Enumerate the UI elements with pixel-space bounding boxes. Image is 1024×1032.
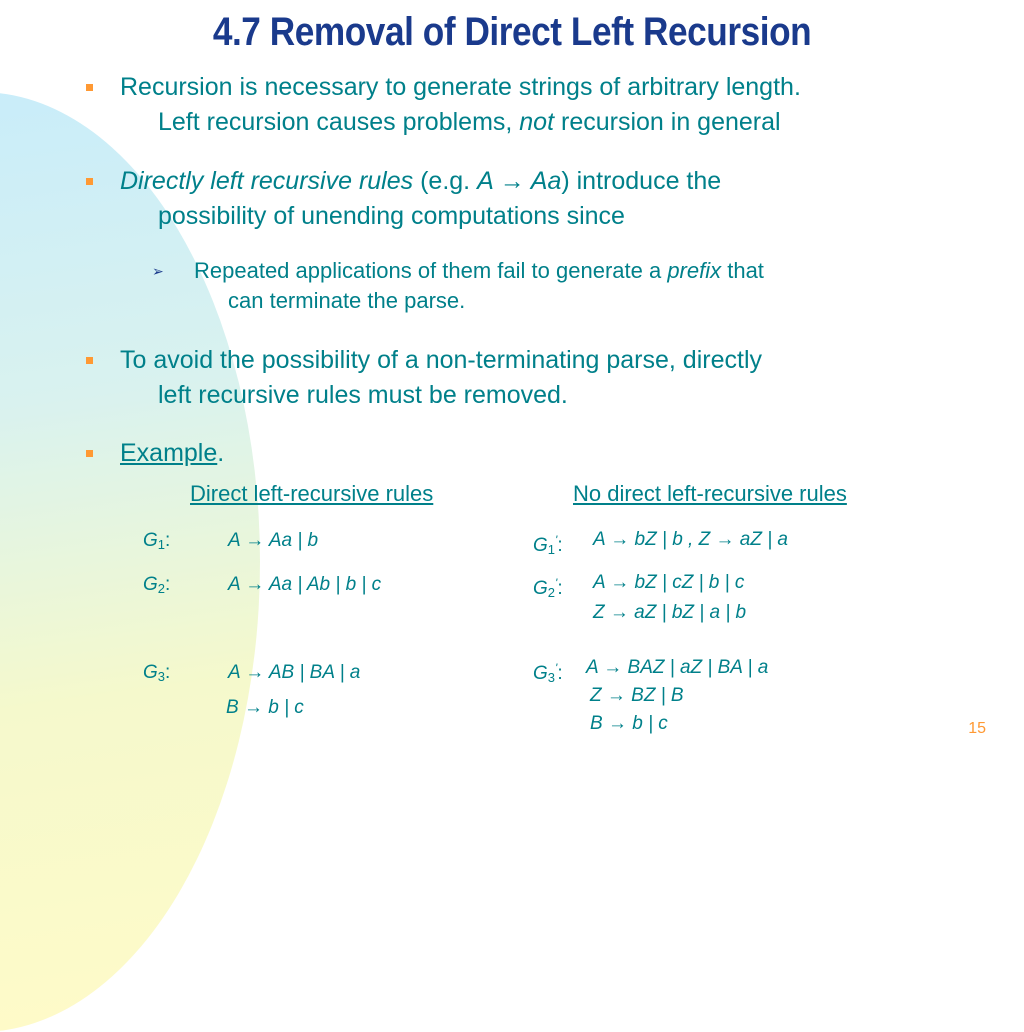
grammar-left-g1-rule: A → Aa | b	[228, 530, 319, 551]
grammar-letter: G	[533, 663, 548, 684]
grammar-subscript: 2	[157, 581, 166, 596]
text-fragment: ) introduce the	[561, 167, 722, 195]
grammar-left-g1	[143, 530, 170, 556]
emphasis-text: Directly left recursive rules	[120, 167, 414, 195]
bullet-avoid-nonterminating	[86, 343, 762, 413]
bullet-square-icon	[86, 178, 93, 185]
colon: :	[165, 530, 171, 551]
colon: :	[557, 578, 563, 599]
sub-bullet-text	[194, 258, 764, 283]
text-fragment: .	[217, 439, 225, 467]
prime-mark: '	[555, 576, 558, 590]
sub-bullet-repeated-applications	[152, 256, 764, 316]
grammar-label	[143, 662, 170, 688]
grammar-letter: G	[143, 574, 158, 595]
rule-example: A → Aa	[477, 167, 562, 195]
grammar-left-g3	[143, 662, 170, 688]
grammar-left-g3-rule-1: A → AB | BA | a	[228, 662, 361, 683]
bullet-text	[120, 73, 801, 101]
grammar-right-g1	[533, 529, 563, 561]
bullet-square-icon	[86, 357, 93, 364]
colon: :	[165, 574, 171, 595]
slide-title: 4.7 Removal of Direct Left Recursion	[212, 10, 812, 54]
bullet-square-icon	[86, 450, 93, 457]
grammar-label	[143, 574, 170, 600]
grammar-subscript: 1	[547, 542, 556, 557]
bullet-square-icon	[86, 84, 93, 91]
grammar-subscript: 2	[547, 585, 556, 600]
sub-bullet-line-2: can terminate the parse.	[228, 288, 466, 313]
grammar-letter: G	[533, 535, 548, 556]
grammar-right-g3-rule-2: Z → BZ | B	[590, 685, 684, 706]
grammar-right-g1-rule: A → bZ | b , Z → aZ | a	[593, 529, 788, 550]
grammar-right-g2-rule-2: Z → aZ | bZ | a | b	[593, 602, 747, 623]
grammar-right-g3-rule-1: A → BAZ | aZ | BA | a	[586, 657, 769, 678]
grammar-label	[533, 572, 563, 604]
colon: :	[165, 662, 171, 683]
bullet-line-2	[158, 105, 801, 140]
bullet-text: To avoid the possibility of a non-terminating parse, directly	[120, 346, 762, 374]
colon: :	[557, 535, 563, 556]
bullet-example	[86, 436, 224, 471]
grammar-letter: G	[533, 578, 548, 599]
text-fragment: that	[721, 258, 764, 283]
grammar-right-g2-rule-1: A → bZ | cZ | b | c	[593, 572, 745, 593]
grammar-subscript: 3	[157, 669, 166, 684]
grammar-label	[533, 529, 563, 561]
arrow-bullet-icon: ➢	[152, 263, 164, 279]
prime-mark: '	[555, 661, 558, 675]
bullet-recursion	[86, 70, 801, 140]
emphasis-text: not	[519, 108, 555, 136]
grammar-label	[143, 530, 170, 556]
bullet-text	[120, 439, 224, 467]
grammar-letter: G	[143, 530, 158, 551]
grammar-left-g2	[143, 574, 170, 600]
grammar-subscript: 3	[547, 670, 556, 685]
text-fragment: Left recursion causes problems,	[158, 108, 520, 136]
bullet-line-2: left recursive rules must be removed.	[158, 381, 568, 409]
colon: :	[557, 663, 563, 684]
grammar-right-g2	[533, 572, 563, 604]
text-fragment: Repeated applications of them fail to generate a	[194, 258, 668, 283]
grammar-label	[533, 657, 563, 689]
grammar-letter: G	[143, 662, 158, 683]
bullet-text	[120, 167, 721, 195]
column-header-left: Direct left-recursive rules	[190, 481, 434, 506]
example-link[interactable]: Example	[120, 439, 218, 467]
text-fragment: (e.g.	[413, 167, 478, 195]
bullet-line: Recursion is necessary to generate strings of arbitrary length.	[120, 73, 801, 101]
bullet-line-2: possibility of unending computations since	[158, 202, 625, 230]
column-header-right: No direct left-recursive rules	[573, 481, 847, 506]
grammar-left-g3-rule-2: B → b | c	[226, 697, 304, 718]
emphasis-text: prefix	[667, 258, 722, 283]
grammar-right-g3-rule-3: B → b | c	[590, 713, 668, 734]
page-number: 15	[968, 720, 986, 737]
grammar-left-g2-rule: A → Aa | Ab | b | c	[228, 574, 382, 595]
grammar-subscript: 1	[157, 537, 166, 552]
bullet-direct-left-recursive	[86, 164, 721, 234]
prime-mark: '	[555, 533, 558, 547]
grammar-right-g3	[533, 657, 563, 689]
text-fragment: recursion in general	[554, 108, 781, 136]
